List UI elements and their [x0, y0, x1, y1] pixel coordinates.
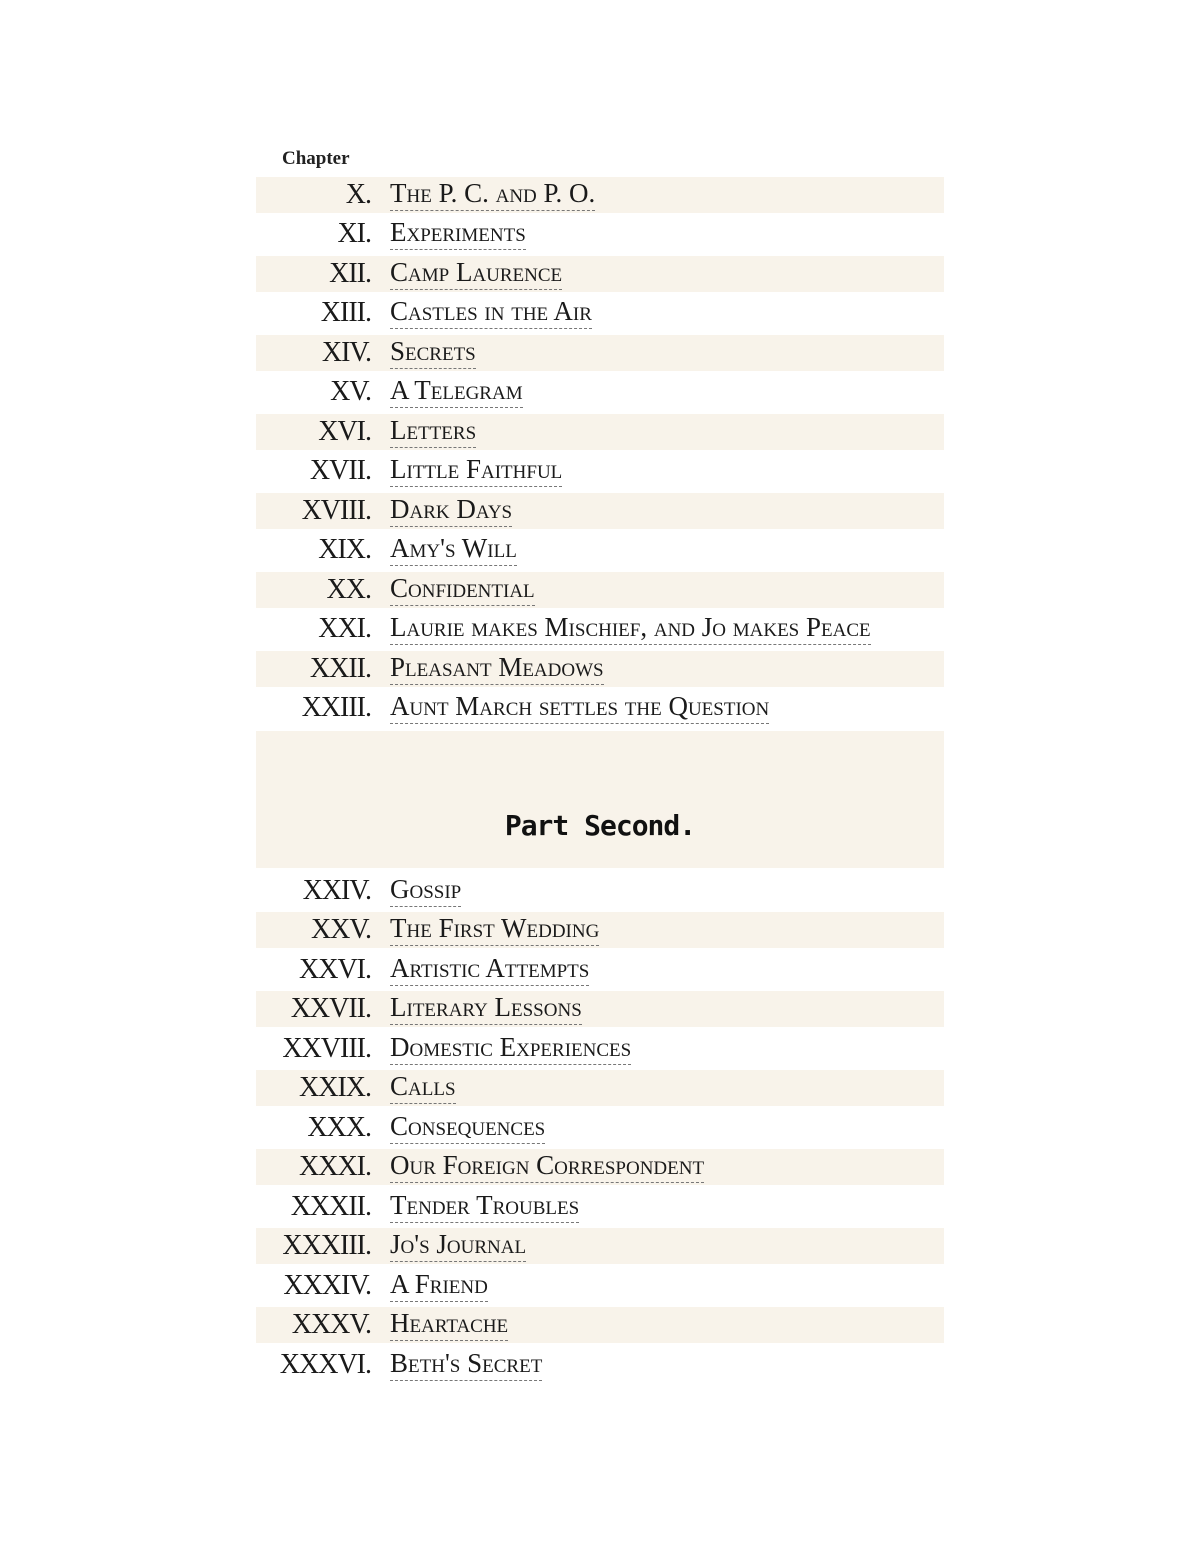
chapter-number: XXIV. [302, 874, 371, 906]
chapter-number: XXXI. [299, 1151, 371, 1183]
chapter-number: XV. [330, 376, 371, 408]
chapter-number: XXIII. [301, 692, 371, 724]
chapter-number: XX. [326, 573, 371, 605]
chapter-number: XXI. [318, 613, 371, 645]
chapter-link[interactable]: Artistic Attempts [390, 954, 589, 986]
chapter-link[interactable]: The P. C. and P. O. [390, 179, 595, 211]
toc-row [256, 1307, 944, 1343]
chapter-link[interactable]: Calls [390, 1072, 456, 1104]
part-one-chapter-list [256, 177, 944, 728]
toc-row [256, 572, 944, 608]
toc-row [256, 414, 944, 450]
chapter-number: XXVI. [299, 953, 371, 985]
chapter-link[interactable]: Camp Laurence [390, 258, 562, 290]
toc-row [256, 1187, 944, 1227]
chapter-link[interactable]: Gossip [390, 875, 461, 907]
chapter-link[interactable]: Amy's Will [390, 534, 517, 566]
chapter-link[interactable]: The First Wedding [390, 914, 599, 946]
toc-row [256, 1149, 944, 1185]
chapter-link[interactable]: Secrets [390, 337, 476, 369]
chapter-number: XIII. [320, 297, 371, 329]
chapter-link[interactable]: Pleasant Meadows [390, 653, 604, 685]
chapter-number: XI. [337, 218, 371, 250]
chapter-number: XVI. [318, 415, 371, 447]
toc-row [256, 1029, 944, 1069]
toc-row [256, 912, 944, 948]
chapter-link[interactable]: Jo's Journal [390, 1230, 526, 1262]
toc-row [256, 950, 944, 990]
chapter-number: XXX. [307, 1111, 371, 1143]
chapter-number: XXXIV. [283, 1269, 371, 1301]
toc-row [256, 1345, 944, 1385]
part-two-chapter-list [256, 871, 944, 1385]
toc-row [256, 651, 944, 687]
chapter-number: X. [345, 178, 371, 210]
chapter-link[interactable]: Letters [390, 416, 476, 448]
toc-row [256, 335, 944, 371]
table-of-contents [256, 143, 944, 1385]
chapter-link[interactable]: Domestic Experiences [390, 1033, 631, 1065]
chapter-number: XIX. [318, 534, 371, 566]
chapter-link[interactable]: Heartache [390, 1309, 508, 1341]
chapter-number: XXXIII. [282, 1230, 371, 1262]
part-heading: Part Second. [504, 809, 696, 842]
part-second-block [256, 731, 944, 868]
chapter-link[interactable]: Laurie makes Mischief, and Jo makes Peace [390, 613, 871, 645]
chapter-number: XXII. [309, 652, 371, 684]
chapter-link[interactable]: Castles in the Air [390, 297, 592, 329]
toc-row [256, 294, 944, 334]
toc-row [256, 1108, 944, 1148]
chapter-link[interactable]: Our Foreign Correspondent [390, 1151, 704, 1183]
chapter-number: XXXVI. [279, 1348, 371, 1380]
chapter-link[interactable]: Tender Troubles [390, 1191, 579, 1223]
toc-row [256, 871, 944, 911]
toc-row [256, 531, 944, 571]
chapter-number: XVII. [309, 455, 371, 487]
toc-row [256, 991, 944, 1027]
toc-row [256, 373, 944, 413]
toc-row [256, 493, 944, 529]
chapter-column-header: Chapter [282, 148, 350, 169]
chapter-link[interactable]: Experiments [390, 218, 526, 250]
chapter-link[interactable]: Beth's Secret [390, 1349, 542, 1381]
chapter-link[interactable]: Little Faithful [390, 455, 562, 487]
chapter-number: XXV. [310, 914, 371, 946]
toc-row [256, 215, 944, 255]
chapter-link[interactable]: A Friend [390, 1270, 488, 1302]
toc-row [256, 177, 944, 213]
toc-row [256, 1266, 944, 1306]
chapter-number: XXVII. [290, 993, 371, 1025]
chapter-number: XIV. [321, 336, 371, 368]
toc-row [256, 452, 944, 492]
chapter-number: XXXII. [290, 1190, 371, 1222]
toc-row [256, 610, 944, 650]
toc-row [256, 256, 944, 292]
chapter-number: XVIII. [301, 494, 371, 526]
toc-row [256, 689, 944, 729]
chapter-link[interactable]: A Telegram [390, 376, 523, 408]
chapter-link[interactable]: Literary Lessons [390, 993, 582, 1025]
chapter-number: XXXV. [291, 1309, 371, 1341]
chapter-link[interactable]: Consequences [390, 1112, 545, 1144]
chapter-number: XII. [329, 257, 371, 289]
chapter-link[interactable]: Aunt March settles the Question [390, 692, 769, 724]
chapter-number: XXVIII. [282, 1032, 371, 1064]
chapter-link[interactable]: Dark Days [390, 495, 512, 527]
toc-row [256, 1070, 944, 1106]
chapter-number: XXIX. [299, 1072, 371, 1104]
toc-row [256, 1228, 944, 1264]
chapter-link[interactable]: Confidential [390, 574, 535, 606]
